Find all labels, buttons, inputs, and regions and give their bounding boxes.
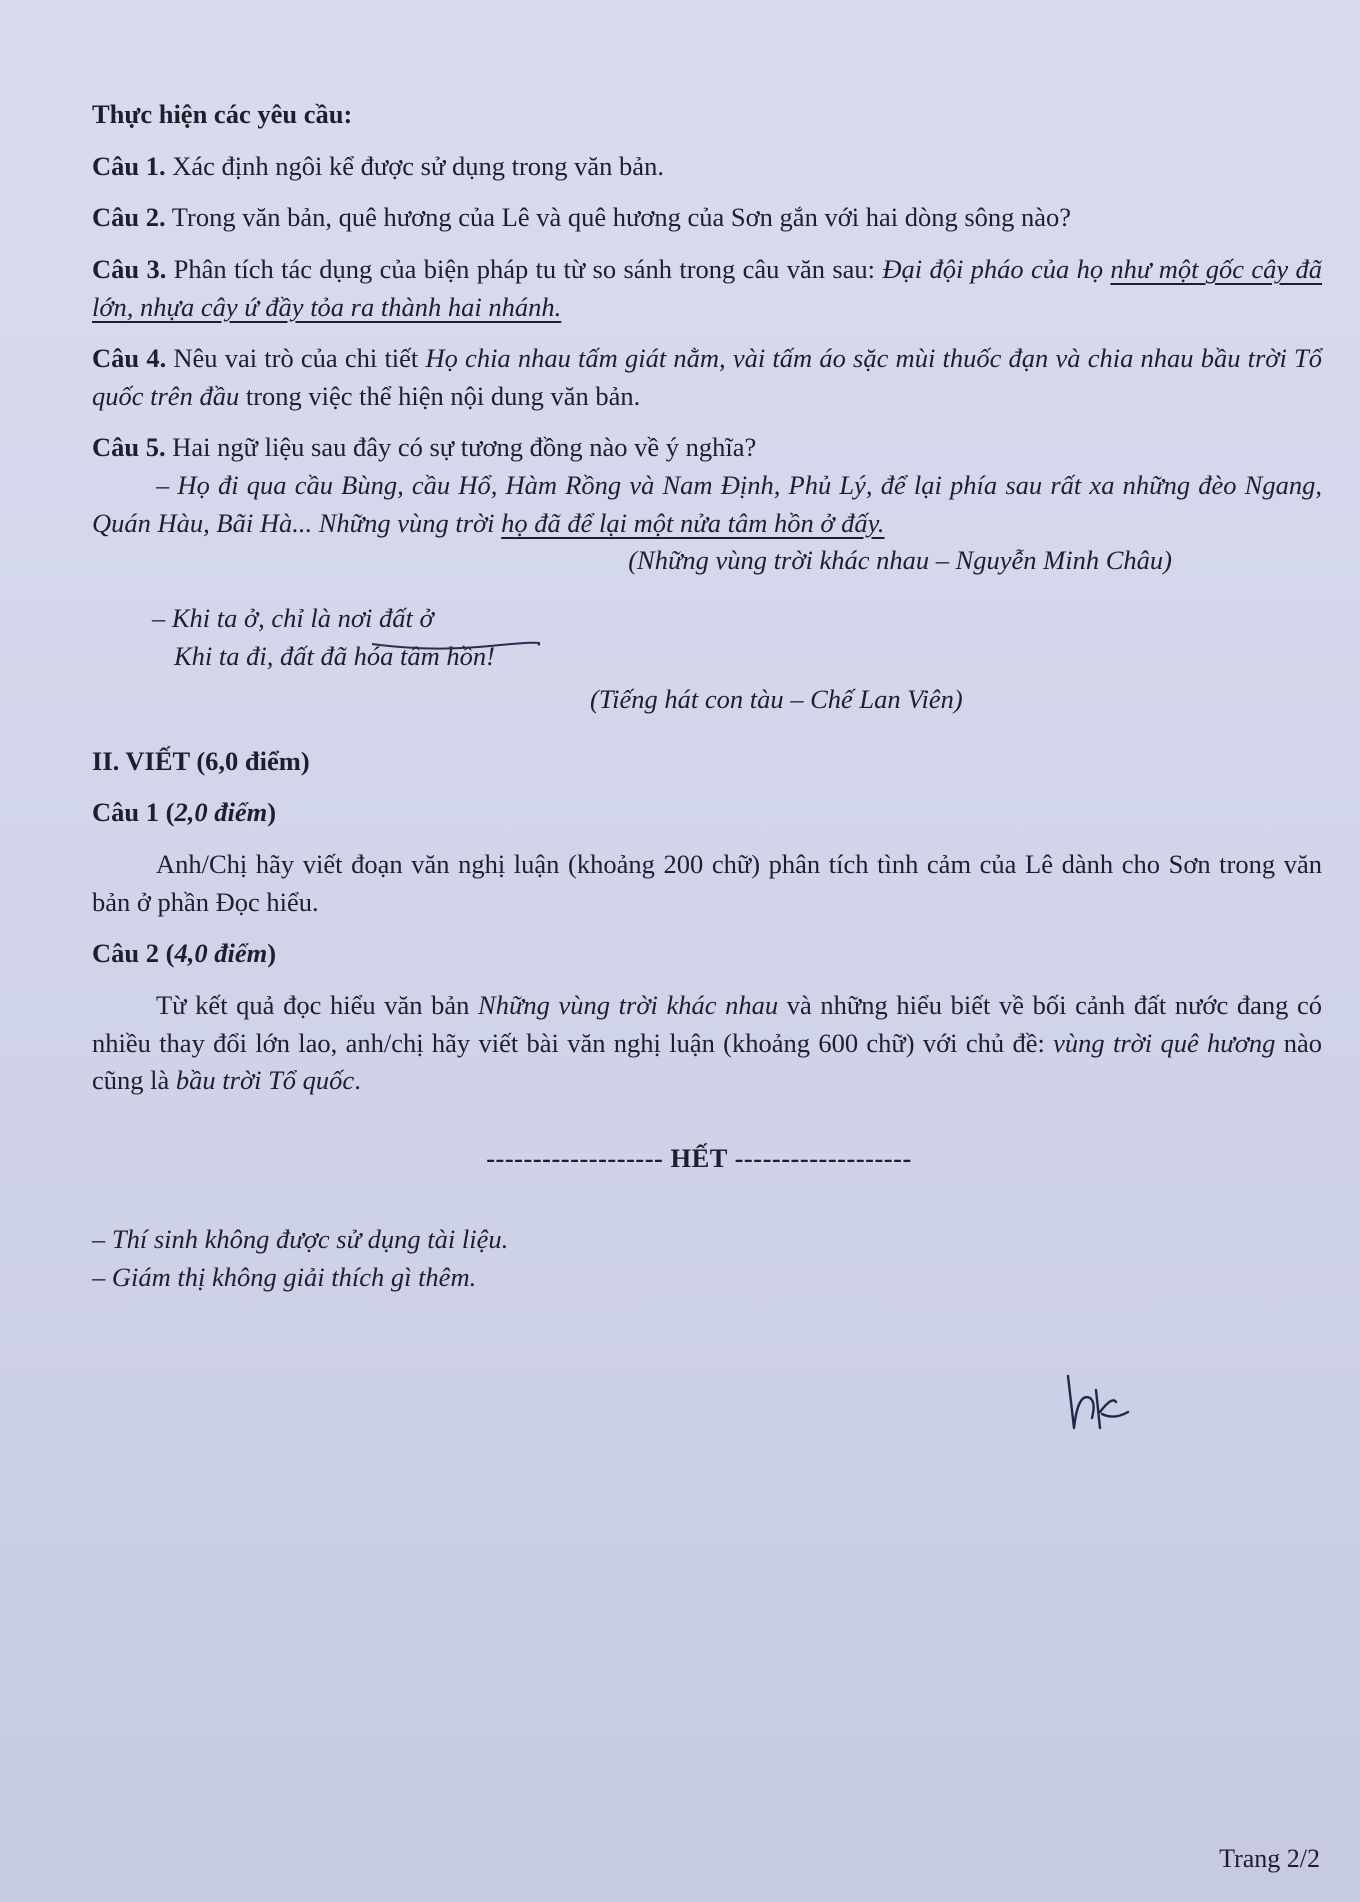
q5-source-2: (Tiếng hát con tàu – Chế Lan Viên) [590,684,963,715]
q5-quote-1: – Họ đi qua cầu Bùng, cầu Hổ, Hàm Rồng và Nam Định, Phủ Lý, để lại phía sau rất xa những đèo Ngang, Quán Hàu, Bãi Hà... Những vùng trời họ đã để lại một nửa tâm hồn ở đấy. [92,470,1322,538]
poem-line-1: – Khi ta ở, chỉ là nơi đất ở [152,602,434,633]
poem-line-2: Khi ta đi, đất đã hóa tâm hồn! [174,640,495,671]
writing-c1-heading: Câu 1 (2,0 điểm) [92,797,277,828]
question-3: Câu 3. Phân tích tác dụng của biện pháp tu từ so sánh trong câu văn sau: Đại đội pháo của họ như một gốc cây đã lớn, nhựa cây ứ đầy tỏa ra thành hai nhánh. [92,253,1322,322]
writing-heading: II. VIẾT (6,0 điểm) [92,745,310,776]
writing-c2-text: Từ kết quả đọc hiểu văn bản Những vùng trời khác nhau và những hiểu biết về bối cảnh đất nước đang có nhiều thay đổi lớn lao, anh/chị hãy viết bài văn nghị luận (khoảng 600 chữ) với chủ đề: vùng trời quê hương nào cũng là bầu trời Tổ quốc. [92,989,1322,1096]
pen-underline-mark [370,638,540,652]
exam-page [92,96,1322,1297]
q3-underlined-quote: như một gốc cây đã lớn, nhựa cây ứ đầy tỏa ra thành hai nhánh. [92,253,1322,322]
question-1: Câu 1. Xác định ngôi kể được sử dụng trong văn bản. [92,150,664,181]
tasks-heading: Thực hiện các yêu cầu: [92,99,353,129]
question-4: Câu 4. Nêu vai trò của chi tiết Họ chia nhau tấm giát nằm, vài tấm áo sặc mùi thuốc đạn và chia nhau bầu trời Tổ quốc trên đầu trong việc thể hiện nội dung văn bản. [92,343,1322,411]
handwritten-signature [1062,1372,1132,1432]
question-2: Câu 2. Trong văn bản, quê hương của Lê và quê hương của Sơn gắn với hai dòng sông nào? [92,202,1072,233]
page-footer: Trang 2/2 [1219,1844,1320,1873]
writing-c2-heading: Câu 2 (4,0 điểm) [92,938,277,969]
note-2: – Giám thị không giải thích gì thêm. [92,1262,477,1292]
q5-source-1: (Những vùng trời khác nhau – Nguyễn Minh Châu) [628,545,1172,576]
note-1: – Thí sinh không được sử dụng tài liệu. [92,1224,509,1255]
exam-notes [92,1221,1322,1296]
q5-underlined-quote: họ đã để lại một nửa tâm hồn ở đấy. [501,507,885,538]
question-5: Câu 5. Hai ngữ liệu sau đây có sự tương đồng nào về ý nghĩa? [92,432,757,463]
end-marker: ------------------- HẾT ------------------- [486,1142,912,1173]
writing-c1-text: Anh/Chị hãy viết đoạn văn nghị luận (khoảng 200 chữ) phân tích tình cảm của Lê dành cho Sơn trong văn bản ở phần Đọc hiểu. [92,849,1322,917]
